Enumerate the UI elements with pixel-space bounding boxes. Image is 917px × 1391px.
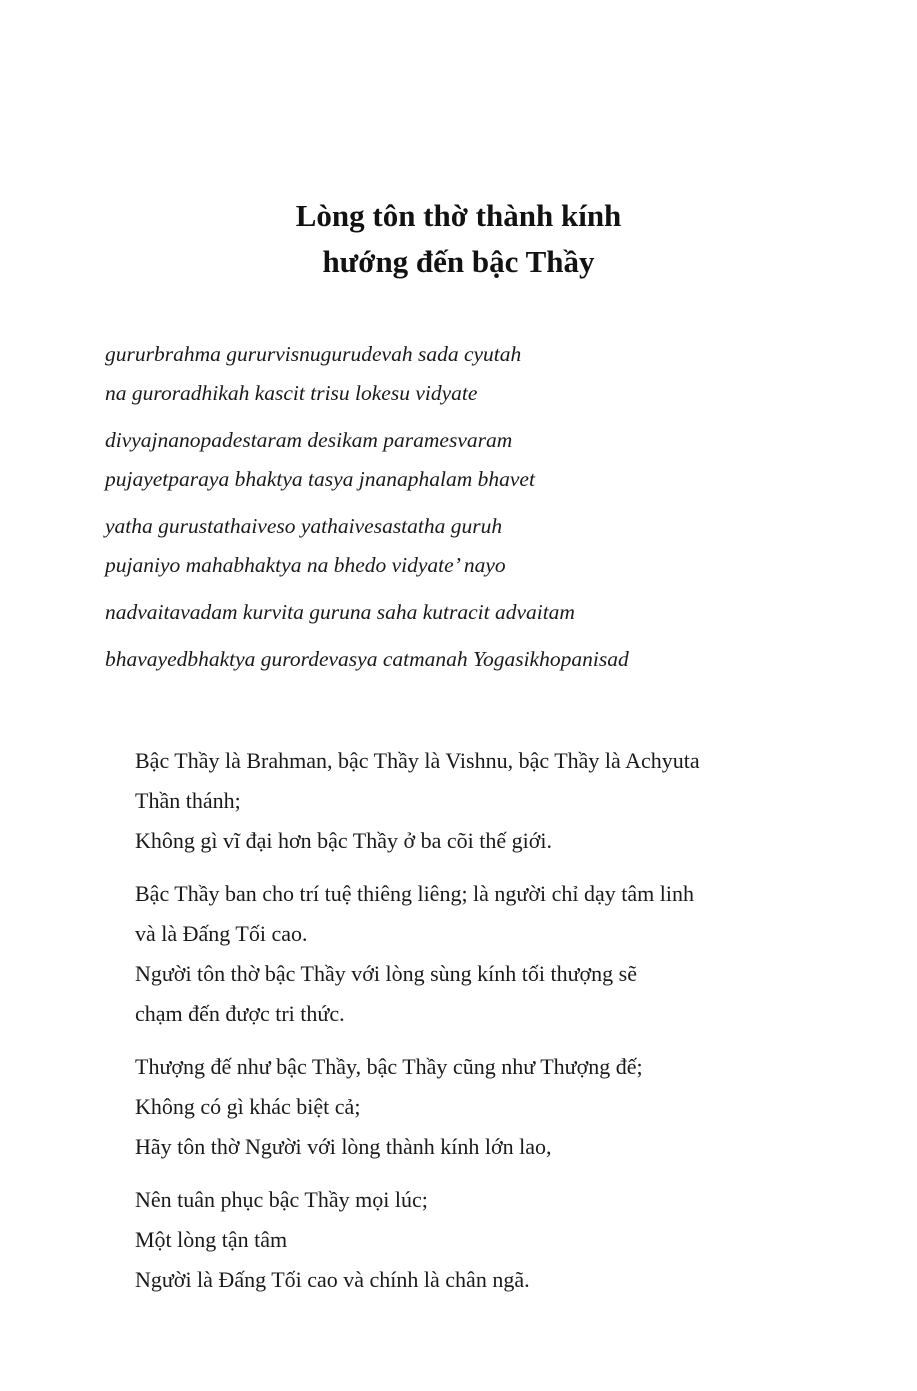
translation-line: Nên tuân phục bậc Thầy mọi lúc; <box>135 1187 428 1212</box>
sanskrit-stanza-2 <box>105 421 917 499</box>
sanskrit-verses <box>105 335 917 679</box>
translation-line: chạm đến được tri thức. <box>135 1001 345 1026</box>
page-title-line-1: Lòng tôn thờ thành kính <box>295 198 622 233</box>
translation-line: Một lòng tận tâm <box>135 1227 288 1252</box>
translation-line: Bậc Thầy là Brahman, bậc Thầy là Vishnu, bậc Thầy là Achyuta <box>135 748 700 773</box>
translation-paragraph-1 <box>135 741 917 861</box>
sanskrit-stanza-1 <box>105 335 917 413</box>
translation-paragraph-2 <box>135 874 917 1034</box>
sanskrit-line: pujayetparaya bhaktya tasya jnanaphalam bhavet <box>105 467 535 491</box>
translation-line: Thần thánh; <box>135 788 241 813</box>
sanskrit-line: bhavayedbhaktya gurordevasya catmanah Yogasikhopanisad <box>105 647 629 671</box>
translation-line: Bậc Thầy ban cho trí tuệ thiêng liêng; là người chỉ dạy tâm linh <box>135 881 694 906</box>
translation-line: Hãy tôn thờ Người với lòng thành kính lớn lao, <box>135 1134 552 1159</box>
sanskrit-line: pujaniyo mahabhaktya na bhedo vidyate’ nayo <box>105 553 506 577</box>
sanskrit-line: nadvaitavadam kurvita guruna saha kutracit advaitam <box>105 600 575 624</box>
sanskrit-line: yatha gurustathaiveso yathaivesastatha guruh <box>105 514 503 538</box>
translation-line: Người là Đấng Tối cao và chính là chân ngã. <box>135 1267 530 1292</box>
sanskrit-stanza-4 <box>105 593 917 632</box>
sanskrit-stanza-5 <box>105 640 917 679</box>
sanskrit-line: na guroradhikah kascit trisu lokesu vidyate <box>105 381 478 405</box>
translation-line: Không có gì khác biệt cả; <box>135 1094 361 1119</box>
translation-line: và là Đấng Tối cao. <box>135 921 308 946</box>
sanskrit-stanza-3 <box>105 507 917 585</box>
page-title <box>0 193 917 285</box>
page-title-line-2: hướng đến bậc Thầy <box>322 244 595 279</box>
translation-paragraph-3 <box>135 1047 917 1167</box>
translation-line: Thượng đế như bậc Thầy, bậc Thầy cũng như Thượng đế; <box>135 1054 643 1079</box>
sanskrit-line: gururbrahma gururvisnugurudevah sada cyutah <box>105 342 522 366</box>
translation-text <box>135 741 917 1300</box>
translation-paragraph-4 <box>135 1180 917 1300</box>
translation-line: Không gì vĩ đại hơn bậc Thầy ở ba cõi thế giới. <box>135 828 552 853</box>
translation-line: Người tôn thờ bậc Thầy với lòng sùng kính tối thượng sẽ <box>135 961 638 986</box>
sanskrit-line: divyajnanopadestaram desikam paramesvaram <box>105 428 513 452</box>
